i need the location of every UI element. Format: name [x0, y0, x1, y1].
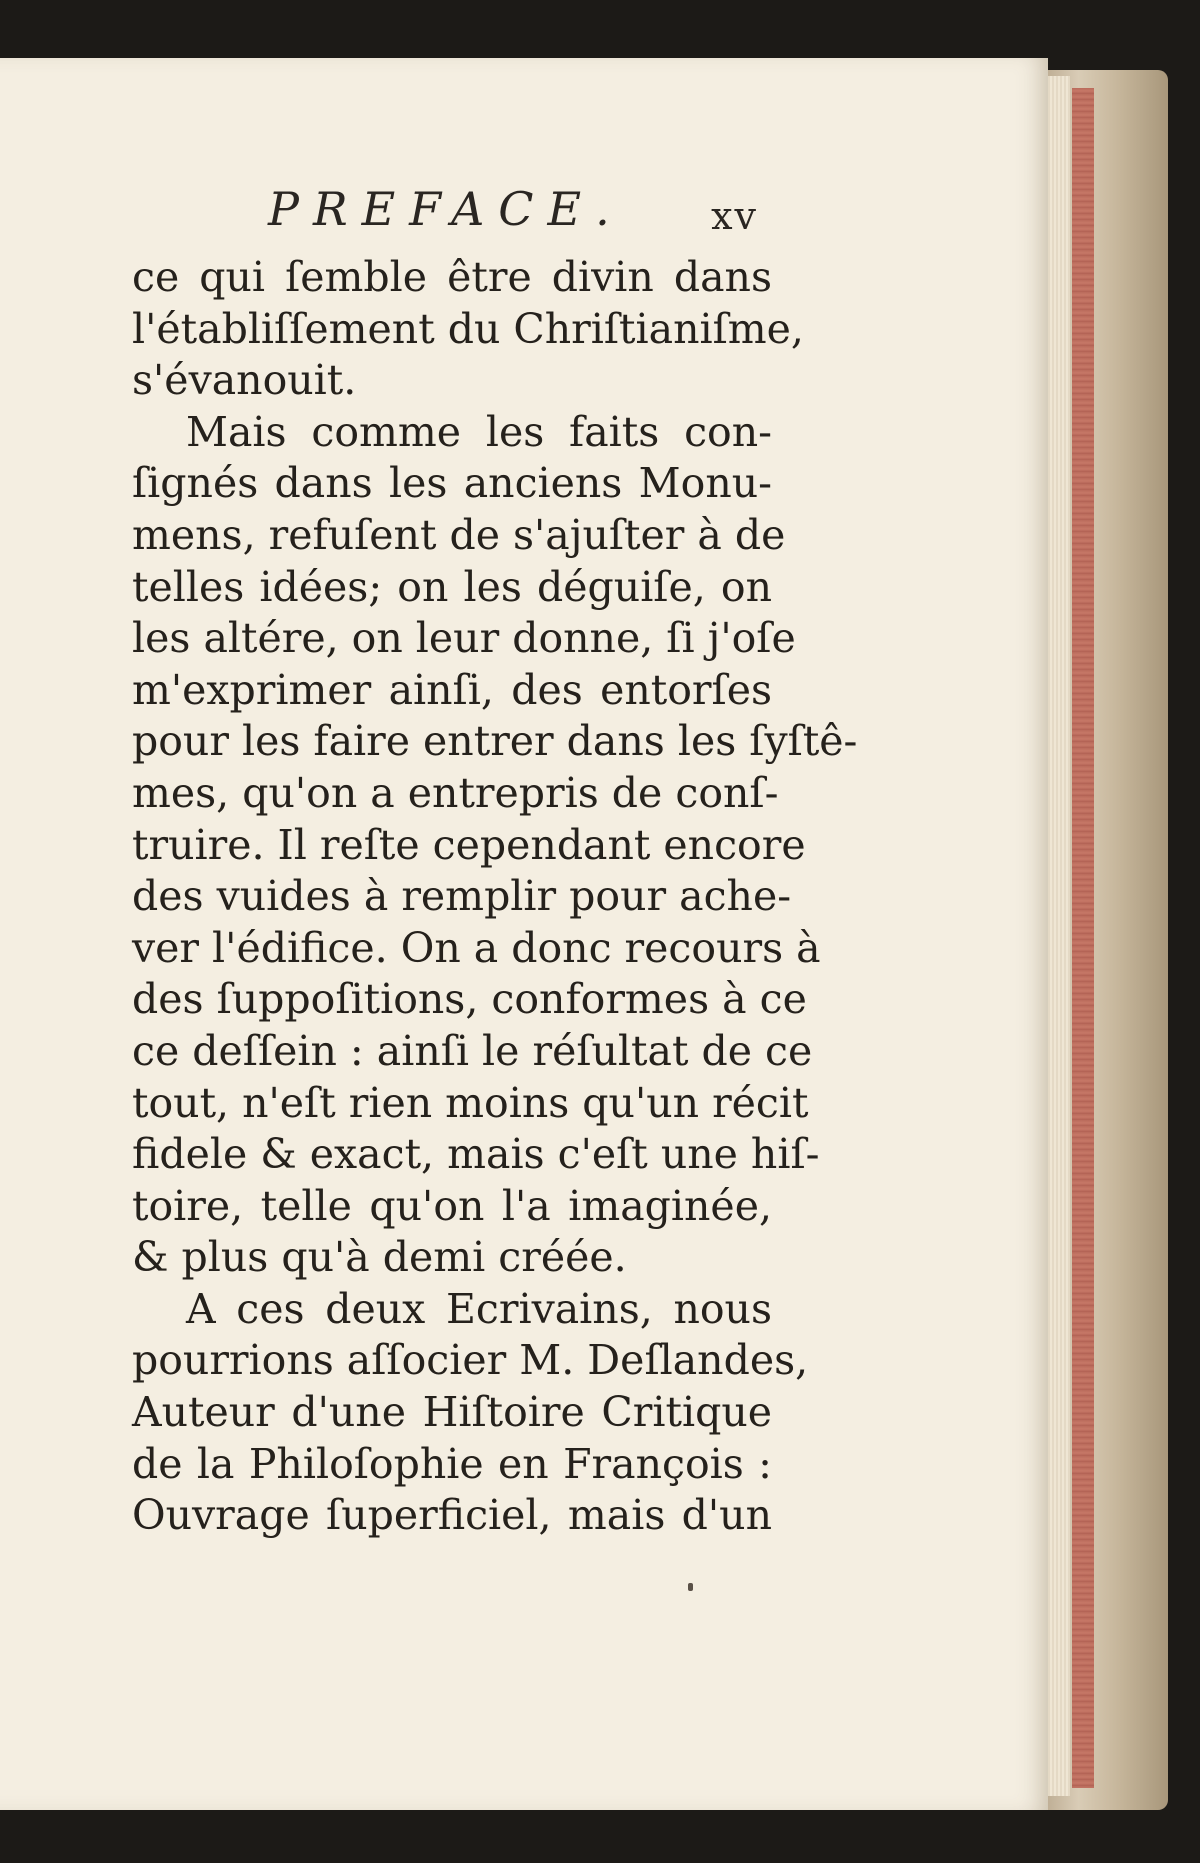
- text-line: telles idées; on les déguiſe, on: [132, 562, 772, 611]
- ink-spot: [688, 1583, 693, 1591]
- text-line: A ces deux Ecrivains, nous: [186, 1284, 772, 1333]
- text-line: pour les faire entrer dans les ſyſtê-: [132, 717, 858, 766]
- text-line: s'évanouit.: [132, 356, 357, 405]
- text-line: Auteur d'une Hiſtoire Critique: [132, 1388, 772, 1437]
- text-line: Ouvrage ſuperficiel, mais d'un: [132, 1491, 772, 1540]
- text-line: de la Philoſophie en François :: [132, 1439, 772, 1488]
- text-line: mes, qu'on a entrepris de conſ-: [132, 768, 779, 817]
- text-line: ver l'édifice. On a donc recours à: [132, 923, 821, 972]
- page-edges: [1046, 76, 1070, 1796]
- running-head: PREFACE.: [268, 182, 624, 236]
- text-line: des ſuppoſitions, conformes à ce: [132, 975, 807, 1024]
- text-line: m'exprimer ainſi, des entorſes: [132, 665, 772, 714]
- text-line: l'établiſſement du Chriſtianiſme,: [132, 304, 804, 353]
- text-line: ce qui ſemble être divin dans: [132, 253, 772, 301]
- text-line: les altére, on leur donne, ſi j'oſe: [132, 614, 796, 663]
- text-line: & plus qu'à demi créée.: [132, 1233, 627, 1282]
- text-line: ce deſſein : ainſi le réſultat de ce: [132, 1026, 813, 1075]
- red-sprinkled-edge: [1072, 88, 1094, 1788]
- text-line: mens, refuſent de s'ajuſter à de: [132, 510, 786, 559]
- text-line: pourrions aſſocier M. Deſlandes,: [132, 1336, 809, 1385]
- text-line: toire, telle qu'on l'a imaginée,: [132, 1181, 772, 1230]
- text-line: des vuides à remplir pour ache-: [132, 872, 792, 921]
- text-line: tout, n'eſt rien moins qu'un récit: [132, 1078, 809, 1127]
- text-line: ſignés dans les anciens Monu-: [132, 459, 772, 508]
- text-line: fidele & exact, mais c'eſt une hiſ-: [132, 1130, 820, 1179]
- body-text: [132, 252, 858, 1542]
- text-line: truire. Il reſte cependant encore: [132, 820, 806, 869]
- text-line: Mais comme les faits con-: [186, 407, 772, 456]
- page-number: xv: [711, 194, 758, 238]
- page-header: [268, 182, 758, 242]
